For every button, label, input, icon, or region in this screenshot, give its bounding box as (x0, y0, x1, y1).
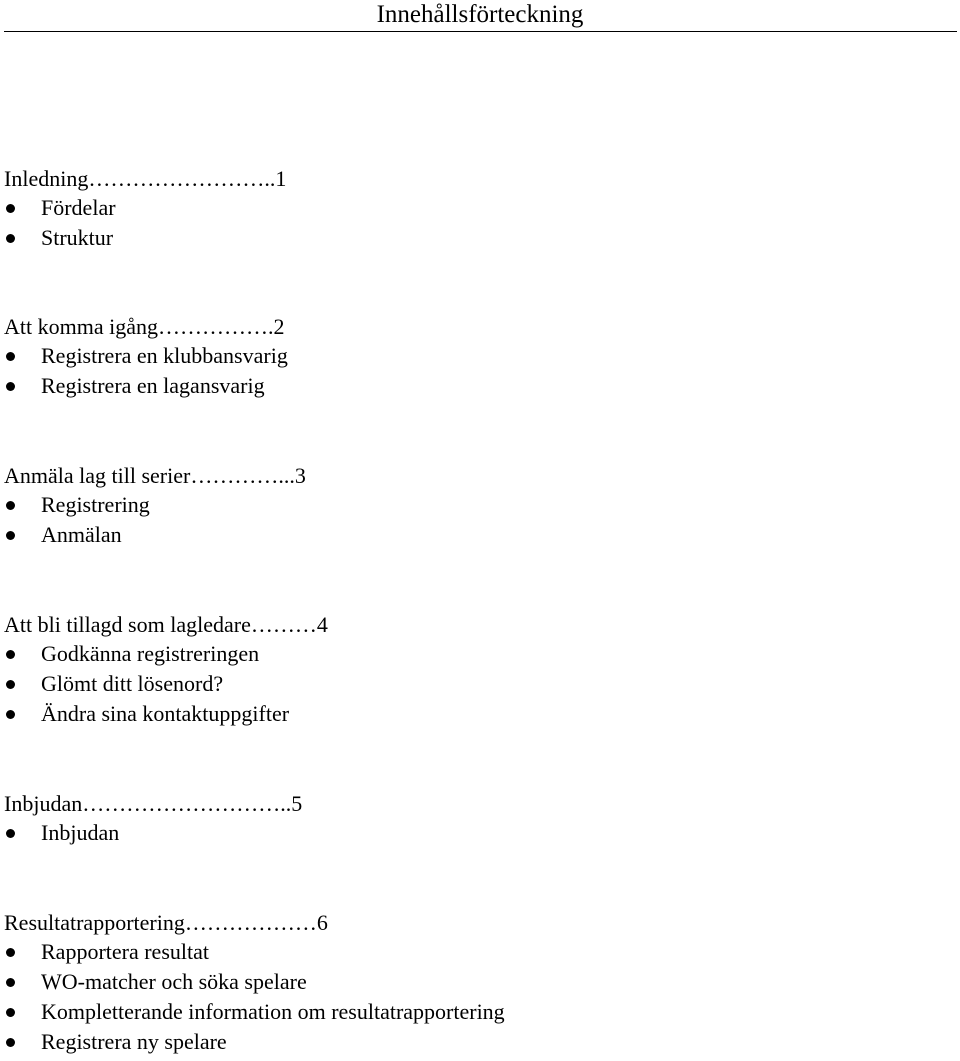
bullet-icon (6, 978, 15, 987)
bullet-icon (6, 1008, 15, 1017)
toc-subitem (4, 371, 944, 401)
toc-subitem (4, 937, 944, 967)
bullet-icon (6, 1038, 15, 1047)
toc-heading[interactable]: Resultatrapportering………………6 (4, 910, 328, 935)
bullet-icon (6, 948, 15, 957)
toc-subitem-label: Kompletterande information om resultatrapportering (41, 999, 505, 1024)
toc-subitem-label: Anmälan (41, 522, 122, 547)
toc-section-anmala-lag (4, 462, 944, 550)
toc-subitem (4, 1027, 944, 1057)
toc-subitem-label: Registrering (41, 492, 150, 517)
toc-subitems (4, 490, 944, 550)
bullet-icon (6, 352, 15, 361)
title-underline (4, 31, 957, 32)
toc-subitem-label: Registrera ny spelare (41, 1029, 227, 1054)
toc-subitems (4, 193, 944, 253)
toc-heading[interactable]: Inledning……………………..1 (4, 166, 287, 191)
toc-subitem-label: Ändra sina kontaktuppgifter (41, 701, 290, 726)
toc-subitem-label: Struktur (41, 225, 114, 250)
toc-subitem-label: Fördelar (41, 195, 116, 220)
toc-section-inledning (4, 165, 944, 253)
toc-subitem (4, 223, 944, 253)
toc-heading[interactable]: Att komma igång…………….2 (4, 314, 285, 339)
toc-subitem-label: Rapportera resultat (41, 939, 209, 964)
toc-subitem (4, 490, 944, 520)
toc-subitem-label: Registrera en lagansvarig (41, 373, 265, 398)
toc-subitem (4, 699, 944, 729)
toc-subitems (4, 818, 944, 848)
toc-subitem-label: Glömt ditt lösenord? (41, 671, 224, 696)
toc-subitems (4, 639, 944, 729)
toc-subitems (4, 937, 944, 1057)
toc-subitem-label: Inbjudan (41, 820, 120, 845)
bullet-icon (6, 710, 15, 719)
bullet-icon (6, 501, 15, 510)
toc-subitem (4, 193, 944, 223)
bullet-icon (6, 382, 15, 391)
toc-subitem (4, 997, 944, 1027)
bullet-icon (6, 650, 15, 659)
toc-heading[interactable]: Anmäla lag till serier…………...3 (4, 463, 306, 488)
page-title: Innehållsförteckning (376, 1, 584, 28)
toc-section-lagledare (4, 611, 944, 729)
toc-subitem-label: WO-matcher och söka spelare (41, 969, 307, 994)
bullet-icon (6, 204, 15, 213)
toc-subitems (4, 341, 944, 401)
bullet-icon (6, 680, 15, 689)
toc-subitem (4, 639, 944, 669)
toc-section-att-komma-igang (4, 313, 944, 401)
toc-subitem (4, 669, 944, 699)
toc-subitem (4, 520, 944, 550)
toc-section-inbjudan (4, 790, 944, 848)
bullet-icon (6, 531, 15, 540)
toc-section-resultatrapportering (4, 909, 944, 1057)
toc-subitem (4, 967, 944, 997)
toc-subitem-label: Godkänna registreringen (41, 641, 260, 666)
toc-heading[interactable]: Inbjudan………………………..5 (4, 791, 303, 816)
bullet-icon (6, 234, 15, 243)
toc-subitem (4, 818, 944, 848)
toc-subitem (4, 341, 944, 371)
toc-subitem-label: Registrera en klubbansvarig (41, 343, 288, 368)
toc-heading[interactable]: Att bli tillagd som lagledare………4 (4, 612, 328, 637)
bullet-icon (6, 829, 15, 838)
